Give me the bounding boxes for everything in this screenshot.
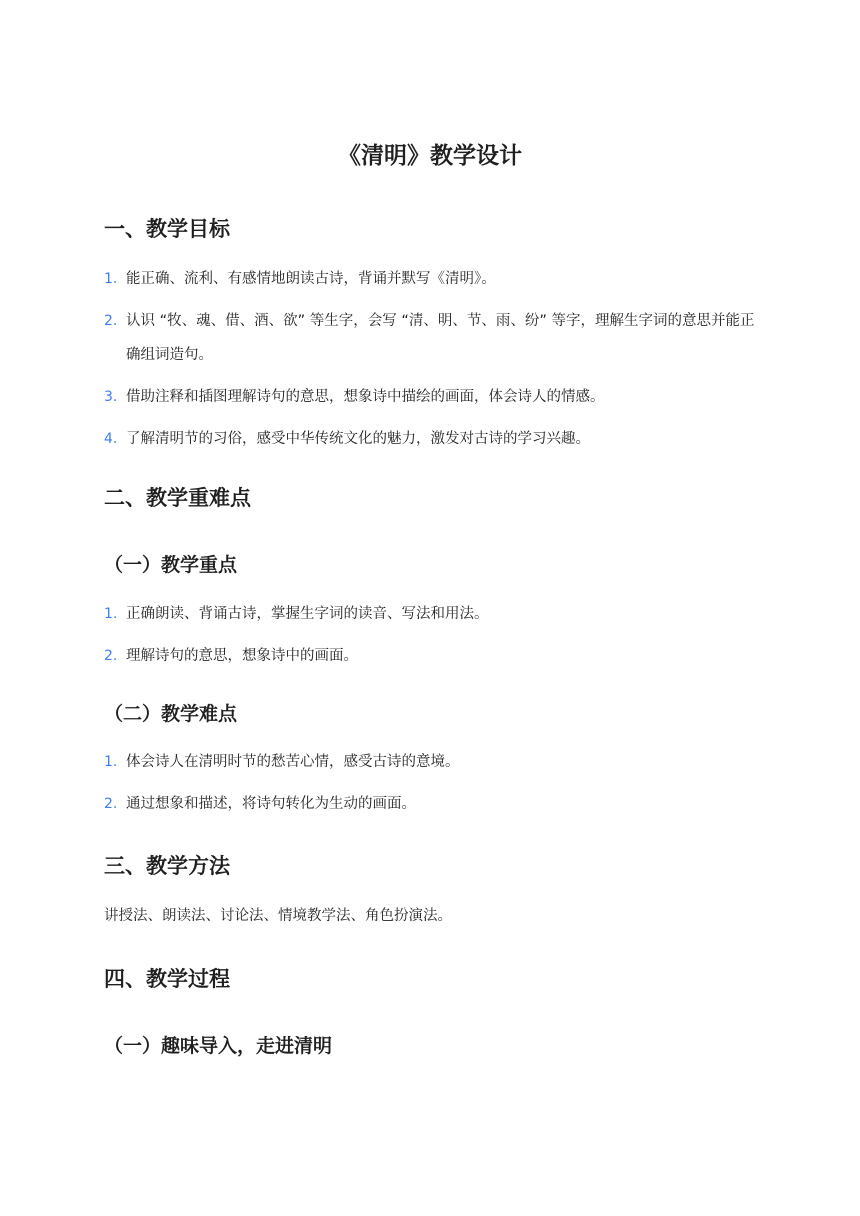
list-item-text: 体会诗人在清明时节的愁苦心情，感受古诗的意境。 [126,754,460,770]
list-item [104,639,764,673]
document-title: 《清明》教学设计 [338,143,522,169]
list-item-text: 借助注释和插图理解诗句的意思，想象诗中描绘的画面，体会诗人的情感。 [126,389,605,405]
list-item-text: 理解诗句的意思，想象诗中的画面。 [126,648,358,664]
section-heading-methods: 三、教学方法 [104,854,230,878]
list-item-text: 能正确、流利、有感情地朗读古诗，背诵并默写《清明》。 [126,271,496,287]
list-item [104,262,764,296]
list-number: 2. [104,313,118,329]
list-item [104,304,764,372]
list-number: 4. [104,431,118,447]
subsection-heading-intro: （一）趣味导入，走进清明 [104,1035,333,1057]
list-item [104,597,764,631]
list-number: 1. [104,754,118,770]
list-item-text: 认识 “牧、魂、借、酒、欲” 等生字，会写 “清、明、节、雨、纷” 等字，理解生字词的意思并能正确组词造句。 [126,313,755,363]
section-heading-key-points: 二、教学重难点 [104,486,251,510]
list-number: 1. [104,606,118,622]
list-item-text: 正确朗读、背诵古诗，掌握生字词的读音、写法和用法。 [126,606,489,622]
list-item-text: 了解清明节的习俗，感受中华传统文化的魅力，激发对古诗的学习兴趣。 [126,431,590,447]
list-number: 3. [104,389,118,405]
subsection-heading-difficulties: （二）教学难点 [104,703,238,725]
section-heading-objectives: 一、教学目标 [104,217,230,241]
list-number: 2. [104,796,118,812]
subsection-heading-focus: （一）教学重点 [104,554,238,576]
methods-text: 讲授法、朗读法、讨论法、情境教学法、角色扮演法。 [104,908,452,924]
list-item [104,787,764,821]
objectives-list [104,262,764,456]
focus-list [104,597,764,673]
difficulties-list [104,745,764,821]
list-item [104,422,764,456]
list-number: 2. [104,648,118,664]
list-item [104,745,764,779]
list-number: 1. [104,271,118,287]
section-heading-process: 四、教学过程 [104,967,230,991]
list-item-text: 通过想象和描述，将诗句转化为生动的画面。 [126,796,416,812]
list-item [104,380,764,414]
